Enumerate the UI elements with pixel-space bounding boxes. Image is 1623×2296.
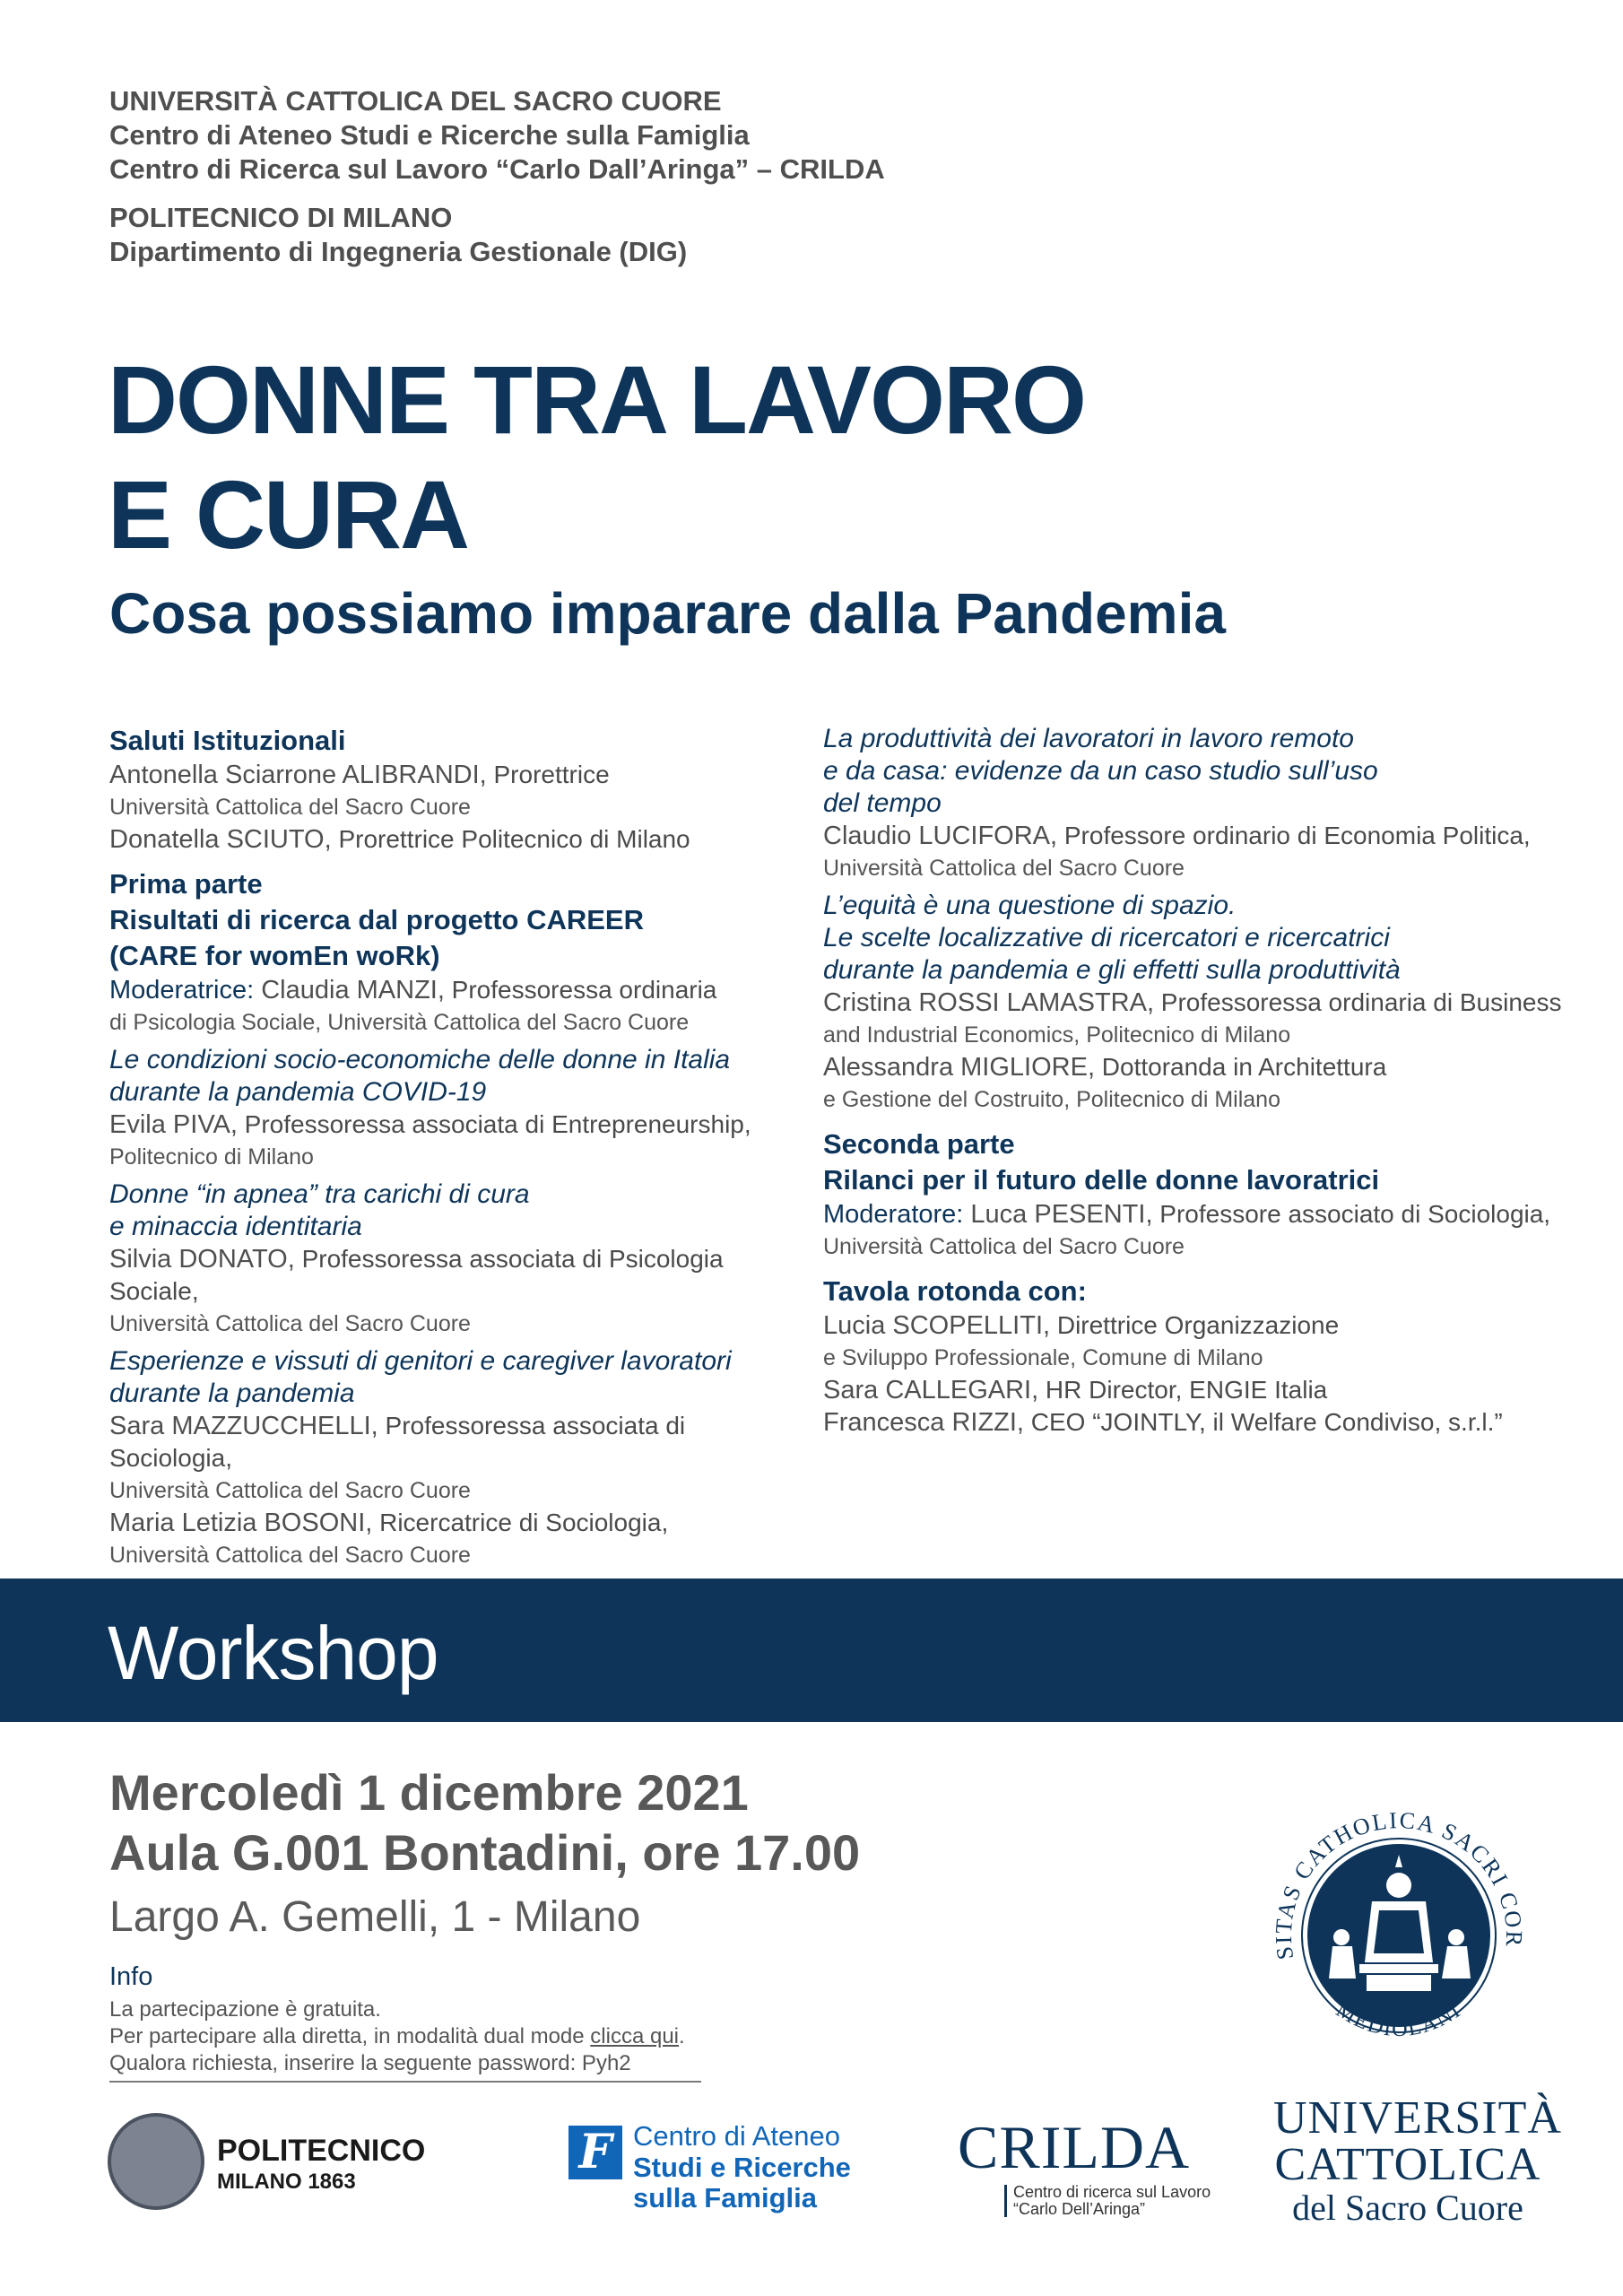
centro-ateneo-line3: sulla Famiglia <box>633 2182 818 2213</box>
speaker-name: Antonella Sciarrone ALIBRANDI, <box>109 761 487 789</box>
event-room-time: Aula G.001 Bontadini, ore 17.00 <box>109 1824 861 1881</box>
speaker-role: Professoressa ordinaria di Business <box>1154 988 1562 1016</box>
ucsc-line2: CATTOLICA <box>1274 2139 1541 2190</box>
seal-bottom-text: MEDIOLANI <box>1332 1998 1466 2042</box>
speaker-role: HR Director, ENGIE Italia <box>1038 1376 1328 1404</box>
speaker-affiliation: di Psicologia Sociale, Università Cattolica del Sacro Cuore <box>109 1010 690 1035</box>
moderator-pesenti <box>823 1198 1567 1231</box>
talk-title: durante la pandemia COVID-19 <box>109 1077 487 1107</box>
speaker-scopelliti <box>823 1309 1567 1342</box>
speaker-affiliation: Università Cattolica del Sacro Cuore <box>823 856 1185 881</box>
speaker-role: Dottoranda in Architettura <box>1095 1053 1387 1081</box>
moderator-label: Moderatore: <box>823 1200 964 1229</box>
talk-title: Esperienze e vissuti di genitori e caregiver lavoratori <box>109 1346 732 1376</box>
speaker-affiliation: Università Cattolica del Sacro Cuore <box>823 1234 1185 1259</box>
title-line-2: E CURA <box>108 460 469 569</box>
speaker-role: Ricercatrice di Sociologia, <box>372 1509 669 1536</box>
section-heading-seconda-parte: Seconda parte <box>823 1128 1015 1160</box>
speaker-migliore <box>823 1051 1567 1083</box>
ucsc-line3: del Sacro Cuore <box>1292 2187 1523 2228</box>
header-organizers <box>109 84 885 269</box>
centro-ateneo-line1: Centro di Ateneo <box>633 2120 840 2152</box>
university-seal-icon <box>1266 1803 1532 2068</box>
org-line-ucsc: UNIVERSITÀ CATTOLICA DEL SACRO CUORE <box>109 85 722 117</box>
section-heading-prima-parte: Prima parte <box>109 868 263 900</box>
speaker-rizzi <box>823 1406 1567 1439</box>
centro-ateneo-mark-icon: F <box>568 2126 622 2179</box>
speaker-bosoni <box>109 1507 809 1539</box>
ucsc-logo <box>1273 2092 1562 2230</box>
speaker-role: Professore associato di Sociologia, <box>1152 1200 1551 1228</box>
speaker-rossi-lamastra <box>823 987 1567 1019</box>
talk-title: Le scelte localizzative di ricercatori e ricercatrici <box>823 923 1390 952</box>
org-line-polimi: POLITECNICO DI MILANO <box>109 202 453 233</box>
talk-title: durante la pandemia <box>109 1378 355 1408</box>
section-heading-saluti: Saluti Istituzionali <box>109 725 346 756</box>
info-line-password: Qualora richiesta, inserire la seguente password: Pyh2 <box>109 2051 631 2075</box>
section-heading-career: Risultati di ricerca dal progetto CAREER <box>109 904 644 935</box>
section-heading-tavola-rotonda: Tavola rotonda con: <box>823 1275 1087 1307</box>
crilda-logo <box>958 2113 1227 2221</box>
program-right-column <box>823 723 1567 1439</box>
speaker-mazzucchelli <box>109 1410 809 1474</box>
politecnico-name: POLITECNICO <box>217 2134 426 2168</box>
speaker-affiliation: Università Cattolica del Sacro Cuore <box>109 1478 471 1503</box>
event-date: Mercoledì 1 dicembre 2021 <box>109 1764 749 1821</box>
speaker-role: Professoressa ordinaria <box>444 976 717 1004</box>
crilda-divider <box>1004 2185 1007 2217</box>
speaker-alibrandi <box>109 759 809 791</box>
speaker-role: Professoressa associata di Entrepreneurship, <box>237 1110 751 1138</box>
speaker-role: Prorettrice <box>486 761 610 788</box>
centro-ateneo-line2: Studi e Ricerche <box>633 2152 851 2183</box>
centro-ateneo-logo <box>568 2120 873 2219</box>
crilda-sub2: “Carlo Dell’Aringa” <box>1013 2200 1146 2218</box>
speaker-role: Professore ordinario di Economia Politica, <box>1057 822 1531 849</box>
info-block <box>109 1996 701 2083</box>
talk-title: La produttività dei lavoratori in lavoro remoto <box>823 724 1354 753</box>
talk-title: e minaccia identitaria <box>109 1212 362 1241</box>
info-line-live <box>109 2023 701 2050</box>
speaker-name: Luca PESENTI, <box>963 1200 1153 1229</box>
section-heading-rilanci: Rilanci per il futuro delle donne lavoratrici <box>823 1164 1380 1196</box>
talk-title: e da casa: evidenze da un caso studio sull’uso <box>823 756 1378 786</box>
speaker-piva <box>109 1109 809 1141</box>
speaker-role: Direttrice Organizzazione <box>1050 1311 1340 1339</box>
speaker-lucifora <box>823 820 1567 852</box>
talk-title: Le condizioni socio-economiche delle donne in Italia <box>109 1045 731 1074</box>
moderator-manzi <box>109 974 809 1006</box>
info-line-free: La partecipazione è gratuita. <box>109 1997 381 2022</box>
info-live-text: Per partecipare alla diretta, in modalità dual mode <box>109 2024 591 2048</box>
org-line-crilda: Centro di Ricerca sul Lavoro “Carlo Dall’Aringa” – CRILDA <box>109 153 885 185</box>
politecnico-sub: MILANO 1863 <box>217 2170 356 2194</box>
speaker-callegari <box>823 1374 1567 1406</box>
speaker-sciuto <box>109 823 809 856</box>
org-line-dig: Dipartimento di Ingegneria Gestionale (DIG) <box>109 236 688 267</box>
seal-ring-text: SITAS CATHOLICA SACRI COR <box>1270 1806 1528 1961</box>
speaker-name: Maria Letizia BOSONI, <box>109 1509 373 1537</box>
speaker-affiliation: Università Cattolica del Sacro Cuore <box>109 795 471 820</box>
speaker-name: Francesca RIZZI, <box>823 1408 1024 1437</box>
speaker-donato <box>109 1243 809 1308</box>
talk-title: del tempo <box>823 788 942 818</box>
program-left-column <box>109 723 809 1571</box>
speaker-name: Cristina ROSSI LAMASTRA, <box>823 988 1155 1017</box>
crilda-name: CRILDA <box>958 2113 1191 2181</box>
info-live-dot: . <box>679 2024 685 2048</box>
speaker-affiliation: Università Cattolica del Sacro Cuore <box>109 1311 471 1336</box>
event-address: Largo A. Gemelli, 1 - Milano <box>109 1893 641 1941</box>
section-heading-career-acronym: (CARE for womEn woRk) <box>109 940 440 971</box>
org-line-centro-famiglia: Centro di Ateneo Studi e Ricerche sulla Famiglia <box>109 119 750 151</box>
clicca-qui-link[interactable]: clicca qui <box>590 2024 680 2048</box>
ucsc-line1: UNIVERSITÀ <box>1273 2092 1562 2144</box>
politecnico-seal-icon <box>108 2113 204 2210</box>
speaker-affiliation: e Gestione del Costruito, Politecnico di Milano <box>823 1087 1280 1112</box>
page-subtitle: Cosa possiamo imparare dalla Pandemia <box>109 581 1226 646</box>
speaker-role: Professoressa associata di Sociologia, <box>109 1412 686 1472</box>
info-heading: Info <box>109 1962 153 1991</box>
speaker-name: Silvia DONATO, <box>109 1245 295 1274</box>
speaker-affiliation: e Sviluppo Professionale, Comune di Milano <box>823 1345 1263 1370</box>
moderator-label: Moderatrice: <box>109 976 255 1004</box>
politecnico-logo <box>108 2113 466 2213</box>
speaker-name: Donatella SCIUTO, <box>109 825 332 854</box>
speaker-role: Professoressa associata di Psicologia Sociale, <box>109 1245 724 1305</box>
speaker-name: Evila PIVA, <box>109 1110 238 1139</box>
title-line-1: DONNE TRA LAVORO <box>108 345 1085 454</box>
speaker-name: Claudio LUCIFORA, <box>823 822 1058 850</box>
talk-title: Donne “in apnea” tra carichi di cura <box>109 1179 530 1209</box>
speaker-affiliation: and Industrial Economics, Politecnico di Milano <box>823 1022 1291 1048</box>
talk-title: L’equità è una questione di spazio. <box>823 891 1237 920</box>
crilda-sub1: Centro di ricerca sul Lavoro <box>1013 2183 1211 2201</box>
speaker-name: Alessandra MIGLIORE, <box>823 1053 1095 1082</box>
speaker-name: Sara MAZZUCCHELLI, <box>109 1412 378 1440</box>
speaker-affiliation: Università Cattolica del Sacro Cuore <box>109 1543 471 1568</box>
speaker-role: CEO “JOINTLY, il Welfare Condiviso, s.r.l.” <box>1024 1408 1503 1436</box>
page-title <box>108 343 1085 572</box>
speaker-name: Claudia MANZI, <box>254 976 445 1004</box>
speaker-role: Prorettrice Politecnico di Milano <box>331 825 690 853</box>
speaker-affiliation: Politecnico di Milano <box>109 1144 314 1170</box>
speaker-name: Lucia SCOPELLITI, <box>823 1311 1051 1340</box>
speaker-name: Sara CALLEGARI, <box>823 1376 1039 1405</box>
workshop-label: Workshop <box>108 1611 438 1695</box>
talk-title: durante la pandemia e gli effetti sulla produttività <box>823 955 1401 985</box>
